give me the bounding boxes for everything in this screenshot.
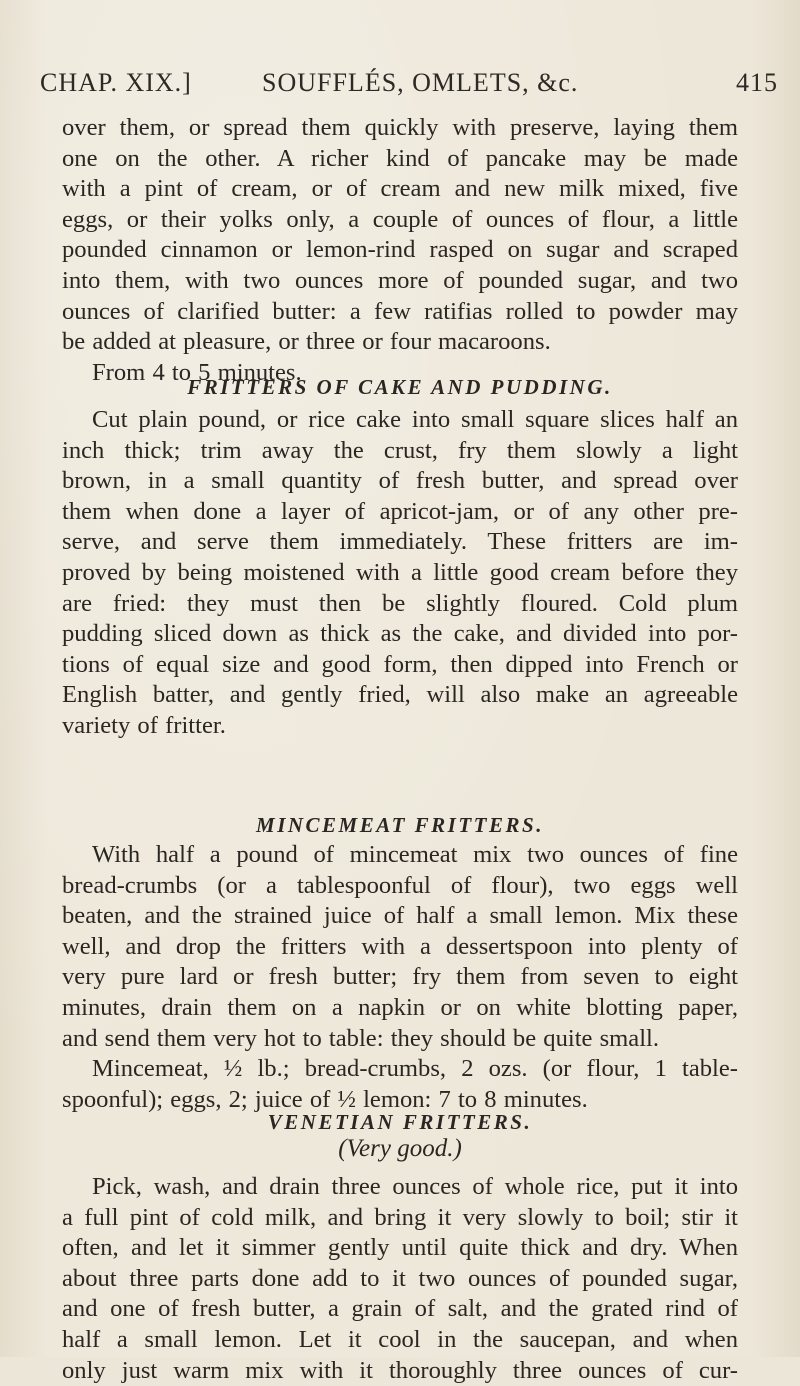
text-line: pudding sliced down as thick as the cake, and divided into por- [62, 620, 738, 648]
text-line: tions of equal size and good form, then dipped into French or [62, 650, 738, 678]
text-line: a full pint of cold milk, and bring it very slowly to boil; stir it [62, 1203, 738, 1231]
text-line: half a small lemon. Let it cool in the saucepan, and when [62, 1325, 738, 1353]
section3-paragraph [62, 1172, 738, 1386]
text-line: over them, or spread them quickly with preserve, laying them [62, 114, 738, 141]
text-line: are fried: they must then be slightly floured. Cold plum [62, 589, 738, 617]
section-heading-mincemeat: MINCEMEAT FRITTERS. [256, 813, 544, 837]
text-line: English batter, and gently fried, will also make an agreeable [62, 681, 738, 709]
text-line: minutes, drain them on a napkin or on white blotting paper, [62, 993, 738, 1021]
text-line: often, and let it simmer gently until quite thick and dry. When [62, 1234, 738, 1262]
section-heading-fritters-cake: FRITTERS OF CAKE AND PUDDING. [187, 375, 613, 399]
text-line: inch thick; trim away the crust, fry them slowly a light [62, 436, 738, 464]
section-subheading: (Very good.) [338, 1135, 462, 1162]
text-line: brown, in a small quantity of fresh butter, and spread over [62, 467, 738, 495]
page-number: 415 [736, 68, 778, 97]
text-line: With half a pound of mincemeat mix two ounces of fine [92, 841, 738, 868]
intro-paragraph [62, 113, 738, 388]
text-line: only just warm mix with it thoroughly three ounces of cur- [62, 1356, 738, 1384]
text-line: Pick, wash, and drain three ounces of whole rice, put it into [92, 1173, 738, 1200]
section-heading-venetian: VENETIAN FRITTERS. [267, 1110, 533, 1134]
text-line: pounded cinnamon or lemon-rind rasped on sugar and scraped [62, 236, 738, 264]
summary-line: spoonful); eggs, 2; juice of ½ lemon: 7 to 8 minutes. [62, 1085, 588, 1113]
text-line: one on the other. A richer kind of pancake may be made [62, 144, 738, 172]
text-line: very pure lard or fresh butter; fry them from seven to eight [62, 963, 738, 991]
section2-paragraph [62, 840, 738, 1115]
text-line: variety of fritter. [62, 711, 226, 739]
text-line: be added at pleasure, or three or four macaroons. [62, 328, 551, 356]
time-note: From 4 to 5 minutes. [92, 358, 302, 386]
text-line: well, and drop the fritters with a dessertspoon into plenty of [62, 932, 738, 960]
running-title: SOUFFLÉS, OMLETS, &c. [262, 68, 579, 97]
running-head [40, 68, 778, 100]
text-line: ounces of clarified butter: a few ratifias rolled to powder may [62, 297, 738, 325]
text-line: with a pint of cream, or of cream and new milk mixed, five [62, 175, 738, 203]
text-line: proved by being moistened with a little good cream before they [62, 558, 738, 586]
text-line: serve, and serve them immediately. These fritters are im- [62, 528, 738, 556]
section1-paragraph [62, 405, 738, 742]
text-line: into them, with two ounces more of pounded sugar, and two [62, 266, 738, 294]
text-line: about three parts done add to it two ounces of pounded sugar, [62, 1264, 738, 1292]
text-line: bread-crumbs (or a tablespoonful of flour), two eggs well [62, 871, 738, 899]
summary-line: Mincemeat, ½ lb.; bread-crumbs, 2 ozs. (or flour, 1 table- [92, 1055, 738, 1083]
chapter-label: CHAP. XIX.] [40, 68, 192, 97]
text-line: Cut plain pound, or rice cake into small square slices half an [92, 406, 738, 433]
text-line: and send them very hot to table: they should be quite small. [62, 1024, 660, 1052]
text-line: and one of fresh butter, a grain of salt, and the grated rind of [62, 1295, 738, 1323]
text-line: them when done a layer of apricot-jam, or of any other pre- [62, 497, 738, 525]
text-line: eggs, or their yolks only, a couple of ounces of flour, a little [62, 205, 738, 233]
text-line: beaten, and the strained juice of half a small lemon. Mix these [62, 902, 738, 930]
